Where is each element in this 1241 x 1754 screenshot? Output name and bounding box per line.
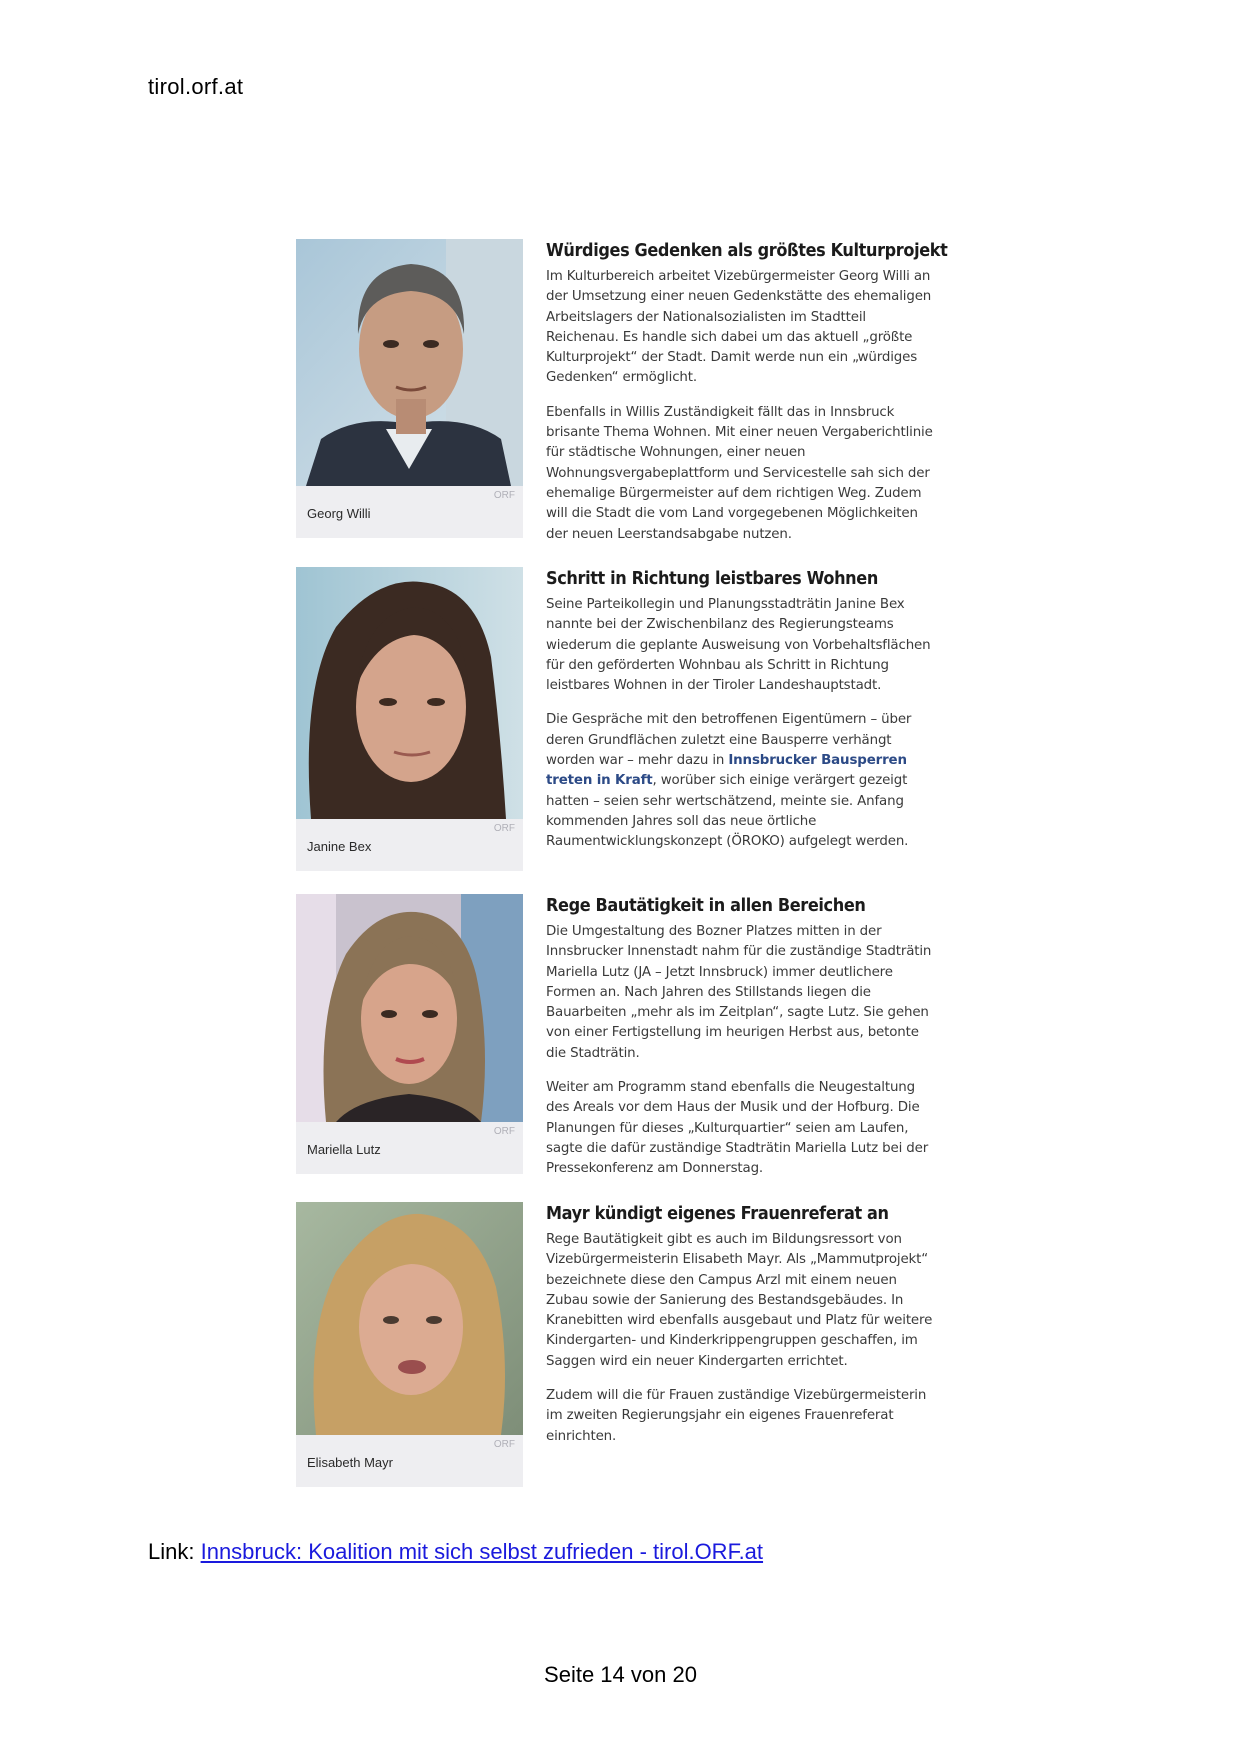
photo-credit: ORF [493, 823, 515, 834]
section-heading: Schritt in Richtung leistbares Wohnen [546, 569, 878, 589]
photo-credit: ORF [493, 490, 515, 501]
photo-caption: Elisabeth Mayr [307, 1455, 393, 1470]
photo-credit: ORF [493, 1126, 515, 1137]
paragraph: Seine Parteikollegin und Planungsstadträtin Janine Bex nannte bei der Zwischenbilanz des Regierungsteams wiederum die geplante Ausweisung von Vorbehaltsflächen für den geförderten Wohnbau als Schritt in Richtung leistbares Wohnen in der Tiroler Landeshauptstadt. [546, 597, 931, 694]
caption-bar [296, 1122, 523, 1174]
source-article-link[interactable]: Innsbruck: Koalition mit sich selbst zufrieden - tirol.ORF.at [200, 1539, 764, 1564]
photo-caption: Janine Bex [307, 839, 372, 854]
paragraph: Die Umgestaltung des Bozner Platzes mitten in der Innsbrucker Innenstadt nahm für die zuständige Stadträtin Mariella Lutz (JA – Jetzt Innsbruck) immer deutlichere Formen an. Nach Jahren des Stillstands liegen die Bauarbeiten „mehr als im Zeitplan“, sagte Lutz. Sie gehen von einer Fertigstellung im heurigen Herbst aus, betonte die Stadträtin. [546, 924, 932, 1061]
portrait-photo [296, 239, 523, 486]
section-text [546, 239, 948, 559]
section-heading: Mayr kündigt eigenes Frauenreferat an [546, 1204, 889, 1224]
paragraph-text: Die Gespräche mit den betroffenen Eigentümern – über deren Grundflächen zuletzt eine Bausperre verhängt worden war – mehr dazu in [546, 712, 912, 769]
paragraph: Im Kulturbereich arbeitet Vizebürgermeister Georg Willi an der Umsetzung einer neuen Gedenkstätte des ehemaligen Arbeitslagers der Nationalsozialisten im Stadtteil Reichenau. Es handle sich dabei um das aktuell „größte Kulturprojekt“ der Stadt. Damit werde nun ein „würdiges Gedenken“ ermöglicht. [546, 269, 932, 386]
site-name: tirol.orf.at [148, 74, 244, 99]
photo-card [296, 239, 523, 538]
section-heading: Rege Bautätigkeit in allen Bereichen [546, 896, 866, 916]
photo-credit: ORF [493, 1439, 515, 1450]
photo-card [296, 567, 523, 871]
paragraph-text: , worüber sich einige verärgert gezeigt hatten – seien sehr wertschätzend, meinte sie. Anfang kommenden Jahres soll das neue örtliche Raumentwicklungskonzept (ÖROKO) aufgelegt werden. [546, 773, 909, 850]
caption-bar [296, 819, 523, 871]
section-text [546, 1202, 941, 1461]
photo-card [296, 894, 523, 1174]
section-text [546, 567, 941, 867]
paragraph: Weiter am Programm stand ebenfalls die Neugestaltung des Areals vor dem Haus der Musik und der Hofburg. Die Planungen für dieses „Kulturquartier“ seien am Laufen, sagte die dafür zuständige Stadträtin Mariella Lutz bei der Pressekonferenz am Donnerstag. [546, 1080, 929, 1177]
photo-card [296, 1202, 523, 1487]
inline-article-link[interactable]: Innsbrucker Bausperren treten in Kraft [546, 753, 907, 789]
portrait-photo [296, 567, 523, 819]
photo-caption: Mariella Lutz [307, 1142, 381, 1157]
page-number: Seite 14 von 20 [544, 1662, 697, 1687]
paragraph: Zudem will die für Frauen zuständige Vizebürgermeisterin im zweiten Regierungsjahr ein eigenes Frauenreferat einrichten. [546, 1388, 927, 1444]
link-prefix: Link: [148, 1539, 201, 1564]
photo-caption: Georg Willi [307, 506, 371, 521]
section-heading: Würdiges Gedenken als größtes Kulturprojekt [546, 241, 948, 261]
paragraph [546, 710, 941, 852]
portrait-photo [296, 1202, 523, 1435]
caption-bar [296, 486, 523, 538]
paragraph: Ebenfalls in Willis Zuständigkeit fällt das in Innsbruck brisante Thema Wohnen. Mit einer neuen Vergaberichtlinie für städtische Wohnungen, einer neuen Wohnungsvergabeplattform und Servicestelle sah sich der ehemalige Bürgermeister auf dem richtigen Weg. Zudem will die Stadt die vom Land vorgegebenen Möglichkeiten der neuen Leerstandsabgabe nutzen. [546, 404, 933, 542]
section-text [546, 894, 941, 1194]
caption-bar [296, 1435, 523, 1487]
source-link-line [148, 1539, 763, 1565]
paragraph: Rege Bautätigkeit gibt es auch im Bildungsressort von Vizebürgermeisterin Elisabeth Mayr. Als „Mammutprojekt“ bezeichnete diese den Campus Arzl mit einem neuen Zubau sowie der Sanierung des Bestandsgebäudes. In Kranebitten wird ebenfalls ausgebaut und Platz für weitere Kindergarten- und Kinderkrippengruppen geschaffen, im Saggen wird ein neuer Kindergarten errichtet. [546, 1232, 933, 1369]
portrait-photo [296, 894, 523, 1122]
